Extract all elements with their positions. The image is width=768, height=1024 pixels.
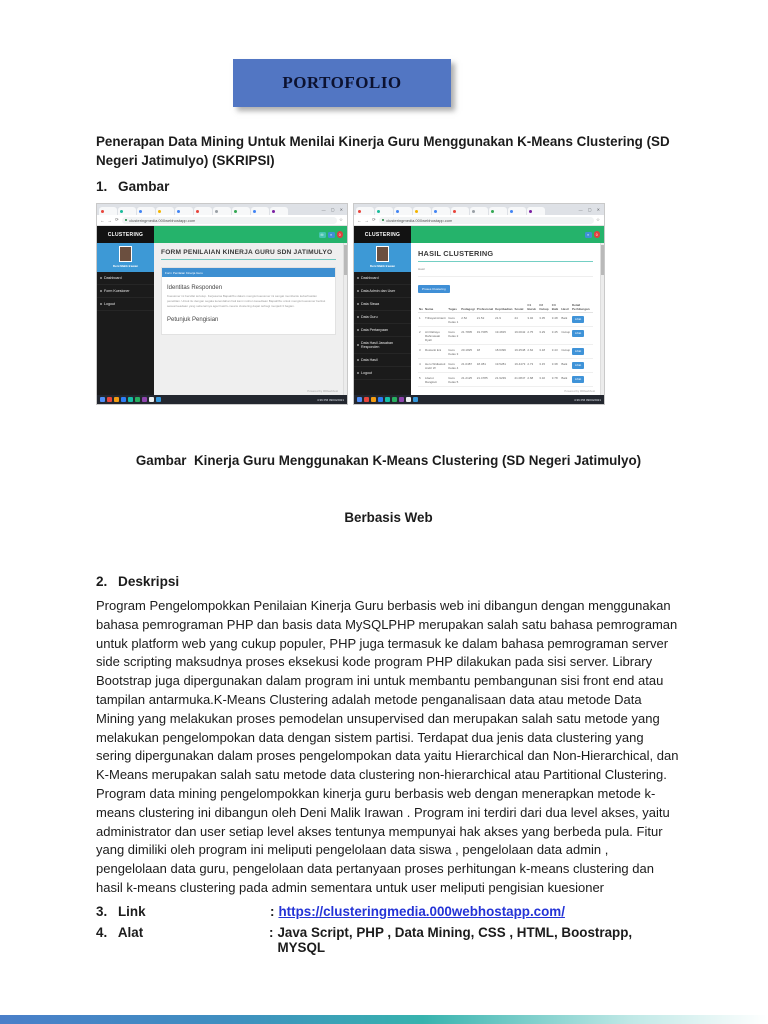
taskbar-app-icon[interactable] bbox=[357, 397, 362, 402]
table-cell: 3.48 bbox=[551, 313, 561, 327]
tab-favicon-icon bbox=[253, 210, 256, 213]
menu-bullet-icon bbox=[357, 329, 359, 331]
table-cell: 19.2548 bbox=[513, 345, 526, 359]
browser-tab[interactable] bbox=[175, 207, 193, 215]
heading-gambar-number: 1. bbox=[96, 179, 108, 194]
table-cell: 3.38 bbox=[551, 359, 561, 373]
user-name: Deni Malik Irawan bbox=[369, 264, 396, 268]
table-cell: 21.52 bbox=[476, 313, 494, 327]
table-cell: 18 bbox=[476, 345, 494, 359]
table-cell: Guru Kelas 4 bbox=[447, 359, 460, 373]
detail-button[interactable]: Lihat bbox=[572, 362, 584, 369]
app-body bbox=[97, 243, 347, 395]
url-text: clusteringmedia.000webhostapp.com bbox=[129, 217, 196, 223]
tab-favicon-icon bbox=[215, 210, 218, 213]
avatar bbox=[119, 246, 132, 262]
taskbar-app-icon[interactable] bbox=[399, 397, 404, 402]
browser-tab[interactable] bbox=[394, 207, 412, 215]
browser-tab[interactable] bbox=[508, 207, 526, 215]
table-cell: Guru Kelas 1 bbox=[447, 313, 460, 327]
heading-deskripsi-label: Deskripsi bbox=[118, 574, 180, 589]
taskbar-app-icon[interactable] bbox=[392, 397, 397, 402]
heading-gambar-label: Gambar bbox=[118, 179, 170, 194]
detail-button[interactable]: Lihat bbox=[572, 348, 584, 355]
figure-caption-line1: Gambar Kinerja Guru Menggunakan K-Means Clustering (SD Negeri Jatimulyo) bbox=[135, 453, 642, 468]
taskbar-app-icon[interactable] bbox=[413, 397, 418, 402]
sidebar-menu bbox=[97, 272, 154, 311]
scrollbar[interactable] bbox=[343, 243, 347, 395]
table-cell: 2.75 bbox=[526, 327, 538, 345]
tab-favicon-icon bbox=[434, 210, 437, 213]
tab-favicon-icon bbox=[139, 210, 142, 213]
table-header-cell: C1 Buruk bbox=[526, 301, 538, 313]
table-cell: Baik bbox=[560, 373, 571, 387]
tab-favicon-icon bbox=[177, 210, 180, 213]
alat-row-number: 4. bbox=[96, 924, 108, 940]
sidebar-menu-item-label: Data Guru bbox=[361, 315, 378, 319]
link-row-colon: : bbox=[270, 903, 275, 919]
app-topbar bbox=[411, 226, 604, 243]
description-paragraph: Program Pengelompokkan Penilaian Kinerja Guru berbasis web ini dibangun dengan menggunakan bahasa pemrograman PHP dan basis data MySQLPHP merupakan salah satu bahasa pemrograman untuk platform web yang cukup populer, PHP juga termasuk ke dalam bahasa pemrograman server side scripting maksudnya proses eksekusi kode program PHP dilakukan pada sisi server. Library Bootstrap juga dipergunakan dalam program ini untuk membantu pembangunan sisi front end atau tampilan antarmuka.K-Means Clustering adalah metode penganalisaan data atau metode Data Mining yang melakukan proses pemodelan unsupervised dan merupakan salah satu metode yang melakukan pengelompokan data dengan sistem partisi. Terdapat dua jenis data clustering yang sering dipergunakan dalam proses pengelompokan data yaitu Hierarchical dan Non-Hierarchical, dan K-Means merupakan salah satu metode data clustering non-hierarchical atau Partitional Clustering. Program data mining pengelompokkan kinerja guru berbasis web dengan menerapkan metode k-means clustering ini dibangun oleh Deni Malik Irawan . Program ini terdiri dari dua level akses, yaitu administrator dan user setiap level akses tentunya mempunyai hak akses yang berbeda pula. Fitur yang dimiliki oleh program ini meliputi pengelolaan data siswa , pengelolaan data admin , pengelolaan data guru, pengelolaan data pertanyaan proses perhitungan k-means clustering dan hasil k-means clustering pada admin sementara untuk user meliputi pengisian kuesioner bbox=[96, 598, 679, 895]
table-header-cell: Hasil bbox=[560, 301, 571, 313]
sidebar-menu-item[interactable] bbox=[97, 298, 154, 311]
taskbar-app-icon[interactable] bbox=[135, 397, 140, 402]
browser-tab[interactable] bbox=[194, 207, 212, 215]
browser-tab[interactable] bbox=[251, 207, 269, 215]
table-cell: Cukup bbox=[560, 327, 571, 345]
table-cell: 2 bbox=[418, 327, 424, 345]
hasil-page-title: HASIL CLUSTERING bbox=[418, 249, 494, 258]
sidebar-menu-item-label: Logout bbox=[104, 302, 115, 306]
table-cell: Cukup bbox=[560, 345, 571, 359]
portfolio-link[interactable]: https://clusteringmedia.000webhostapp.com/ bbox=[278, 903, 565, 919]
table-cell: Guru Kelas 2 bbox=[447, 327, 460, 345]
hasil-note: Hasil bbox=[418, 267, 593, 277]
table-cell: 21.9 bbox=[494, 313, 513, 327]
tab-favicon-icon bbox=[158, 210, 161, 213]
tab-favicon-icon bbox=[396, 210, 399, 213]
table-cell: Guru Kelas 5 bbox=[447, 373, 460, 387]
powered-by-text: Powered by 000webhost bbox=[307, 389, 338, 393]
detail-button[interactable]: Lihat bbox=[572, 330, 584, 337]
user-profile bbox=[354, 243, 411, 272]
url-text: clusteringmedia.000webhostapp.com bbox=[386, 217, 453, 223]
menu-bullet-icon bbox=[357, 303, 359, 305]
table-cell: 21.0847 bbox=[513, 373, 526, 387]
tab-favicon-icon bbox=[120, 210, 123, 213]
table-cell: 19.0042 bbox=[513, 327, 526, 345]
figure-caption-line2: Berbasis Web bbox=[344, 510, 433, 525]
tab-favicon-icon bbox=[377, 210, 380, 213]
heading-deskripsi-number: 2. bbox=[96, 574, 108, 589]
heading-deskripsi bbox=[96, 574, 681, 589]
tab-favicon-icon bbox=[529, 210, 532, 213]
sidebar-menu-item-label: Data Pertanyaan bbox=[361, 328, 388, 332]
form-card-body bbox=[162, 277, 335, 334]
title-divider bbox=[418, 261, 593, 262]
table-row bbox=[418, 359, 593, 373]
tab-favicon-icon bbox=[234, 210, 237, 213]
taskbar-app-icon[interactable] bbox=[371, 397, 376, 402]
table-cell: 18.6396 bbox=[494, 345, 513, 359]
mail-icon[interactable]: ✉ bbox=[319, 232, 326, 238]
powered-by-text: Powered by 000webhost bbox=[564, 389, 595, 393]
app-body bbox=[354, 243, 604, 395]
table-cell: 2.62 bbox=[526, 345, 538, 359]
table-header-cell: Nama bbox=[424, 301, 447, 313]
table-cell: Heru Widiastuti Andri W bbox=[424, 359, 447, 373]
sidebar-menu-item[interactable] bbox=[354, 337, 411, 354]
left-sidebar bbox=[97, 243, 154, 395]
browser-tab[interactable] bbox=[527, 207, 545, 215]
proses-clustering-button[interactable]: Proses Clustering bbox=[418, 285, 450, 293]
document-content bbox=[96, 132, 681, 955]
sidebar-menu-item[interactable] bbox=[354, 367, 411, 380]
browser-tab[interactable] bbox=[118, 207, 136, 215]
system-tray[interactable]: 4:36 PM 09/04/2021 bbox=[316, 397, 344, 402]
browser-tabstrip bbox=[354, 204, 604, 215]
table-header-cell: C3 Baik bbox=[551, 301, 561, 313]
app-brand[interactable]: CLUSTERING bbox=[354, 226, 411, 243]
taskbar-app-icon[interactable] bbox=[406, 397, 411, 402]
table-cell: 3.32 bbox=[538, 373, 551, 387]
sidebar-menu-item[interactable] bbox=[354, 354, 411, 367]
table-cell: 21.2125 bbox=[460, 373, 476, 387]
app-header bbox=[354, 226, 604, 243]
menu-bullet-icon bbox=[357, 290, 359, 292]
form-card-header: Form Penilaian Kinerja Guru bbox=[162, 268, 335, 277]
window-controls[interactable]: — ▢ ✕ bbox=[578, 207, 602, 212]
table-cell: Rustanti Eni bbox=[424, 345, 447, 359]
table-cell: 3.29 bbox=[538, 327, 551, 345]
identitas-text: Kuesioner ini bersifat tertutup. Kerjasama Bapak/Ibu dalam mengisi kuesioner ini sangat membantu keberhasilan penelitian. Untuk itu dengan segala kerendahan hati kami mohon kesediaan Bapak/Ibu untuk mengisi kuesioner berikut sesuai keadaan yang sebenarnya agar hasil k-means clustering dapat terbagi menjadi 3 bagian. bbox=[167, 294, 326, 308]
taskbar-app-icon[interactable] bbox=[364, 397, 369, 402]
sidebar-menu-item[interactable] bbox=[354, 324, 411, 337]
table-cell: Trihayati Arianti bbox=[424, 313, 447, 327]
table-cell: 19.4815 bbox=[494, 327, 513, 345]
browser-tab[interactable] bbox=[470, 207, 488, 215]
sidebar-menu-item-label: Data Hasil Jawaban Responden bbox=[361, 341, 393, 349]
browser-window-left bbox=[96, 203, 348, 405]
table-header-cell: Profesional bbox=[476, 301, 494, 313]
table-header-cell: Detail Perhitungan bbox=[571, 301, 593, 313]
table-cell: 21.7805 bbox=[460, 327, 476, 345]
document-title: Penerapan Data Mining Untuk Menilai Kinerja Guru Menggunakan K-Means Clustering (SD Negeri Jatimulyo) (SKRIPSI) bbox=[96, 134, 670, 168]
browser-tab[interactable] bbox=[270, 207, 288, 215]
menu-bullet-icon bbox=[357, 359, 359, 361]
taskbar-app-icon[interactable] bbox=[121, 397, 126, 402]
table-cell: 4 bbox=[418, 359, 424, 373]
taskbar-app-icon[interactable] bbox=[142, 397, 147, 402]
table-cell: 3 bbox=[418, 345, 424, 359]
windows-taskbar bbox=[354, 395, 604, 404]
alat-row bbox=[96, 925, 681, 955]
table-cell: 19.7085 bbox=[476, 327, 494, 345]
table-cell: Ari Rahayu Rahmawati Dyah bbox=[424, 327, 447, 345]
avatar bbox=[376, 246, 389, 262]
nav-back-icon[interactable]: ← bbox=[357, 217, 363, 223]
table-header-cell: Sosial bbox=[513, 301, 526, 313]
browser-window-right bbox=[353, 203, 605, 405]
taskbar-app-icon[interactable] bbox=[378, 397, 383, 402]
table-cell: Baik bbox=[560, 313, 571, 327]
table-row bbox=[418, 373, 593, 387]
app-header bbox=[97, 226, 347, 243]
table-cell: 3.45 bbox=[551, 327, 561, 345]
clustering-table bbox=[418, 301, 593, 387]
tab-favicon-icon bbox=[510, 210, 513, 213]
browser-tab[interactable] bbox=[99, 207, 117, 215]
portfolio-banner-text: PORTOFOLIO bbox=[282, 73, 402, 92]
menu-bullet-icon bbox=[100, 303, 102, 305]
browser-addressbar bbox=[354, 215, 604, 226]
app-brand[interactable]: CLUSTERING bbox=[97, 226, 154, 243]
menu-bullet-icon bbox=[357, 372, 359, 374]
portfolio-banner bbox=[233, 59, 451, 107]
tab-favicon-icon bbox=[415, 210, 418, 213]
browser-tab[interactable] bbox=[356, 207, 374, 215]
sidebar-menu-item-label: Data Admin dan User bbox=[361, 289, 396, 293]
link-row-label: Link bbox=[118, 903, 146, 919]
taskbar-app-icon[interactable] bbox=[128, 397, 133, 402]
menu-bullet-icon bbox=[357, 316, 359, 318]
taskbar-app-icon[interactable] bbox=[149, 397, 154, 402]
menu-bullet-icon bbox=[357, 344, 359, 346]
table-row bbox=[418, 313, 593, 327]
table-cell: 5 bbox=[418, 373, 424, 387]
table-header-cell: No bbox=[418, 301, 424, 313]
browser-tabstrip bbox=[97, 204, 347, 215]
tab-favicon-icon bbox=[453, 210, 456, 213]
menu-icon[interactable]: ≡ bbox=[585, 232, 592, 238]
table-header-cell: Tugas bbox=[447, 301, 460, 313]
form-card bbox=[161, 267, 336, 335]
table-cell: 21.4785 bbox=[476, 373, 494, 387]
sidebar-menu-item-label: Data Hasil bbox=[361, 358, 378, 362]
taskbar-app-icon[interactable] bbox=[107, 397, 112, 402]
url-field[interactable] bbox=[122, 217, 337, 224]
sidebar-menu-item[interactable] bbox=[354, 272, 411, 285]
table-cell: 1 bbox=[418, 313, 424, 327]
browser-tab[interactable] bbox=[413, 207, 431, 215]
detail-button[interactable]: Lihat bbox=[572, 316, 584, 323]
app-topbar bbox=[154, 226, 347, 243]
figure-caption bbox=[96, 413, 681, 565]
sidebar-menu-item[interactable] bbox=[97, 272, 154, 285]
browser-tab[interactable] bbox=[432, 207, 450, 215]
link-row bbox=[96, 904, 681, 919]
table-cell: 3.02 bbox=[526, 313, 538, 327]
sidebar-menu-item-label: Form Kuesioner bbox=[104, 289, 130, 293]
title-divider bbox=[161, 259, 336, 260]
alat-row-colon: : bbox=[268, 924, 274, 940]
tab-favicon-icon bbox=[101, 210, 104, 213]
table-cell: 2.52 bbox=[460, 313, 476, 327]
table-row bbox=[418, 345, 593, 359]
browser-tab[interactable] bbox=[156, 207, 174, 215]
heading-gambar bbox=[96, 179, 681, 194]
sidebar-menu-item[interactable] bbox=[97, 285, 154, 298]
nav-forward-icon[interactable]: → bbox=[364, 217, 370, 223]
browser-tab[interactable] bbox=[489, 207, 507, 215]
table-cell: 3.15 bbox=[538, 359, 551, 373]
table-cell: 19.4473 bbox=[513, 359, 526, 373]
form-page-title: FORM PENILAIAN KINERJA GURU SDN JATIMULYO bbox=[161, 249, 333, 256]
lock-icon bbox=[382, 219, 385, 222]
table-cell: 24 bbox=[513, 313, 526, 327]
identitas-heading: Identitas Responden bbox=[167, 285, 223, 291]
sidebar-menu-item-label: Logout bbox=[361, 371, 372, 375]
table-cell: 19.5281 bbox=[494, 359, 513, 373]
sidebar-menu bbox=[354, 272, 411, 380]
table-cell: 3.18 bbox=[538, 345, 551, 359]
table-cell: 3.78 bbox=[551, 373, 561, 387]
nav-back-icon[interactable]: ← bbox=[100, 217, 106, 223]
link-row-number: 3. bbox=[96, 903, 108, 919]
browser-tab[interactable] bbox=[137, 207, 155, 215]
nav-forward-icon[interactable]: → bbox=[107, 217, 113, 223]
petunjuk-heading: Petunjuk Pengisian bbox=[167, 317, 219, 324]
tab-favicon-icon bbox=[491, 210, 494, 213]
table-header-cell: Pedagogi bbox=[460, 301, 476, 313]
sidebar-menu-item-label: Dashboard bbox=[361, 276, 379, 280]
sidebar-menu-item[interactable] bbox=[354, 285, 411, 298]
tab-favicon-icon bbox=[272, 210, 275, 213]
bookmark-star-icon[interactable]: ☆ bbox=[595, 217, 601, 222]
notification-badge[interactable]: 0 bbox=[337, 231, 344, 238]
lock-icon bbox=[125, 219, 128, 222]
table-cell: 3.43 bbox=[551, 345, 561, 359]
menu-bullet-icon bbox=[357, 277, 359, 279]
alat-row-label: Alat bbox=[117, 924, 144, 940]
sidebar-menu-item[interactable] bbox=[354, 298, 411, 311]
tab-favicon-icon bbox=[358, 210, 361, 213]
sidebar-menu-item[interactable] bbox=[354, 311, 411, 324]
detail-button[interactable]: Lihat bbox=[572, 376, 584, 383]
menu-bullet-icon bbox=[100, 290, 102, 292]
browser-tab[interactable] bbox=[232, 207, 250, 215]
table-cell: 20.1825 bbox=[460, 345, 476, 359]
table-header-cell: Kepribadian bbox=[494, 301, 513, 313]
browser-tab[interactable] bbox=[213, 207, 231, 215]
figure-wrap bbox=[96, 203, 681, 405]
scrollbar[interactable] bbox=[600, 243, 604, 395]
table-cell: Baik bbox=[560, 359, 571, 373]
right-sidebar bbox=[354, 243, 411, 395]
menu-bullet-icon bbox=[100, 277, 102, 279]
sidebar-menu-item-label: Data Siswa bbox=[361, 302, 380, 306]
browser-tab[interactable] bbox=[375, 207, 393, 215]
user-name: Deni Malik Irawan bbox=[112, 264, 139, 268]
nav-reload-icon[interactable]: ⟳ bbox=[372, 217, 377, 222]
right-main bbox=[411, 243, 600, 395]
table-header-cell: C2 Cukup bbox=[538, 301, 551, 313]
window-controls[interactable]: — ▢ ✕ bbox=[321, 207, 345, 212]
left-main bbox=[154, 243, 343, 395]
windows-taskbar bbox=[97, 395, 347, 404]
table-row bbox=[418, 327, 593, 345]
taskbar-app-icon[interactable] bbox=[385, 397, 390, 402]
table-cell: 21.9239 bbox=[494, 373, 513, 387]
url-field[interactable] bbox=[379, 217, 594, 224]
browser-tab[interactable] bbox=[451, 207, 469, 215]
bookmark-star-icon[interactable]: ☆ bbox=[338, 217, 344, 222]
table-cell: 2.73 bbox=[526, 359, 538, 373]
browser-addressbar bbox=[97, 215, 347, 226]
alat-row-value: Java Script, PHP , Data Mining, CSS , HTML, Boostrapp, MYSQL bbox=[277, 924, 633, 955]
table-cell: 18.381 bbox=[476, 359, 494, 373]
user-profile bbox=[97, 243, 154, 272]
nav-reload-icon[interactable]: ⟳ bbox=[115, 217, 120, 222]
table-cell: Guru Kelas 3 bbox=[447, 345, 460, 359]
menu-icon[interactable]: ≡ bbox=[328, 232, 335, 238]
taskbar-app-icon[interactable] bbox=[156, 397, 161, 402]
taskbar-app-icon[interactable] bbox=[100, 397, 105, 402]
page-bottom-decoration bbox=[0, 1015, 768, 1024]
table-cell: Lilacut Rangkuti bbox=[424, 373, 447, 387]
table-cell: 21.0487 bbox=[460, 359, 476, 373]
screenshot-figure bbox=[96, 203, 681, 405]
system-tray[interactable]: 4:36 PM 09/04/2021 bbox=[573, 397, 601, 402]
tab-favicon-icon bbox=[196, 210, 199, 213]
sidebar-menu-item-label: Dashboard bbox=[104, 276, 122, 280]
table-cell: 3.35 bbox=[538, 313, 551, 327]
tab-favicon-icon bbox=[472, 210, 475, 213]
taskbar-app-icon[interactable] bbox=[114, 397, 119, 402]
table-cell: 2.68 bbox=[526, 373, 538, 387]
notification-badge[interactable]: 0 bbox=[594, 231, 601, 238]
